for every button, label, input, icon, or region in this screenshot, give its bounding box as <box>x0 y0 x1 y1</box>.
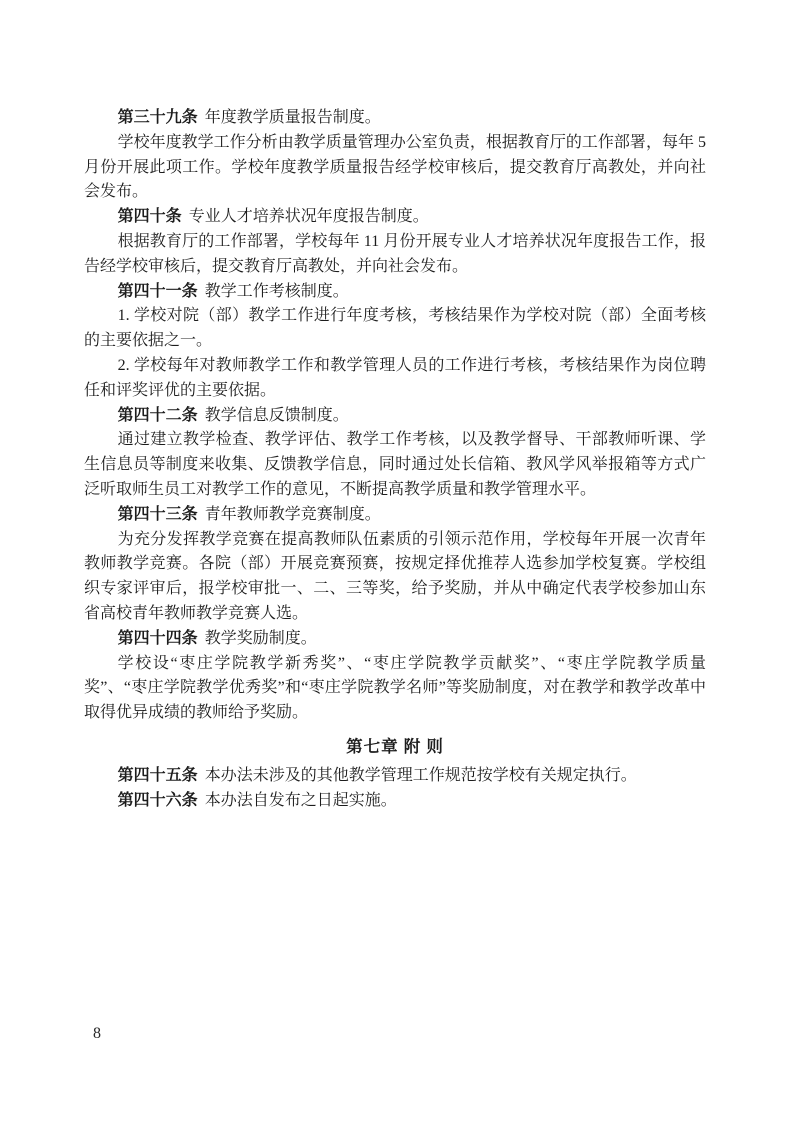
paragraph-text: 通过建立教学检查、教学评估、教学工作考核，以及教学督导、干部教师听课、学生信息员等制度来收集、反馈教学信息，同时通过处长信箱、教风学风举报箱等方式广泛听取师生员工对教学工作的意见，不断提高教学质量和教学管理水平。 <box>84 431 706 498</box>
article-number: 第四十二条 <box>117 406 198 424</box>
article-number: 第四十条 <box>117 208 182 226</box>
paragraph-text: 根据教育厅的工作部署，学校每年 11 月份开展专业人才培养状况年度报告工作，报告经学校审核后，提交教育厅高教处，并向社会发布。 <box>84 232 706 275</box>
body-paragraph <box>84 652 706 726</box>
article-number: 第四十一条 <box>117 282 198 300</box>
paragraph-text: 1. 学校对院（部）教学工作进行年度考核，考核结果作为学校对院（部）全面考核的主要依据之一。 <box>84 307 706 350</box>
article-number: 第四十五条 <box>117 766 198 784</box>
paragraph-text: 教学信息反馈制度。 <box>204 406 349 424</box>
page-number: 8 <box>93 1025 101 1042</box>
paragraph-text: 学校设“枣庄学院教学新秀奖”、“枣庄学院教学贡献奖”、“枣庄学院教学质量奖”、“枣庄学院教学优秀奖”和“枣庄学院教学名师”等奖励制度，对在教学和教学改革中取得优异成绩的教师给予奖励。 <box>84 654 706 722</box>
article-number: 第四十六条 <box>117 791 198 809</box>
body-paragraph <box>84 304 706 354</box>
article-paragraph <box>84 205 706 230</box>
paragraph-text: 学校年度教学工作分析由教学质量管理办公室负责，根据教育厅的工作部署，每年 5 月份开展此项工作。学校年度教学质量报告经学校审核后，提交教育厅高教处，并向社会发布。 <box>84 133 706 201</box>
body-paragraph <box>84 528 706 627</box>
paragraph-text: 本办法自发布之日起实施。 <box>204 791 397 809</box>
article-number: 第四十四条 <box>117 629 198 647</box>
paragraph-text: 2. 学校每年对教师教学工作和教学管理人员的工作进行考核，考核结果作为岗位聘任和评奖评优的主要依据。 <box>84 356 706 399</box>
article-paragraph <box>84 106 706 131</box>
paragraph-text: 教学工作考核制度。 <box>204 282 349 300</box>
paragraph-text: 教学奖励制度。 <box>204 629 317 647</box>
paragraph-text: 青年教师教学竞赛制度。 <box>204 505 381 523</box>
article-number: 第三十九条 <box>117 109 198 126</box>
body-paragraph <box>84 354 706 404</box>
article-paragraph <box>84 789 706 814</box>
body-paragraph <box>84 428 706 502</box>
paragraph-text: 年度教学质量报告制度。 <box>204 109 381 126</box>
paragraph-text: 为充分发挥教学竞赛在提高教师队伍素质的引领示范作用，学校每年开展一次青年教师教学竞赛。各院（部）开展竞赛预赛，按规定择优推荐人选参加学校复赛。学校组织专家评审后，报学校审批一、二、三等奖，给予奖励，并从中确定代表学校参加山东省高校青年教师教学竞赛人选。 <box>84 530 706 622</box>
paragraph-text: 本办法未涉及的其他教学管理工作规范按学校有关规定执行。 <box>204 766 637 784</box>
article-paragraph <box>84 503 706 528</box>
article-paragraph <box>84 764 706 789</box>
chapter-heading: 第七章 附 则 <box>346 736 444 756</box>
document-body <box>84 106 706 813</box>
body-paragraph <box>84 131 706 205</box>
article-paragraph <box>84 404 706 429</box>
body-paragraph <box>84 230 706 280</box>
article-paragraph <box>84 627 706 652</box>
article-number: 第四十三条 <box>117 505 198 523</box>
paragraph-text: 专业人才培养状况年度报告制度。 <box>188 208 429 226</box>
article-paragraph <box>84 280 706 305</box>
